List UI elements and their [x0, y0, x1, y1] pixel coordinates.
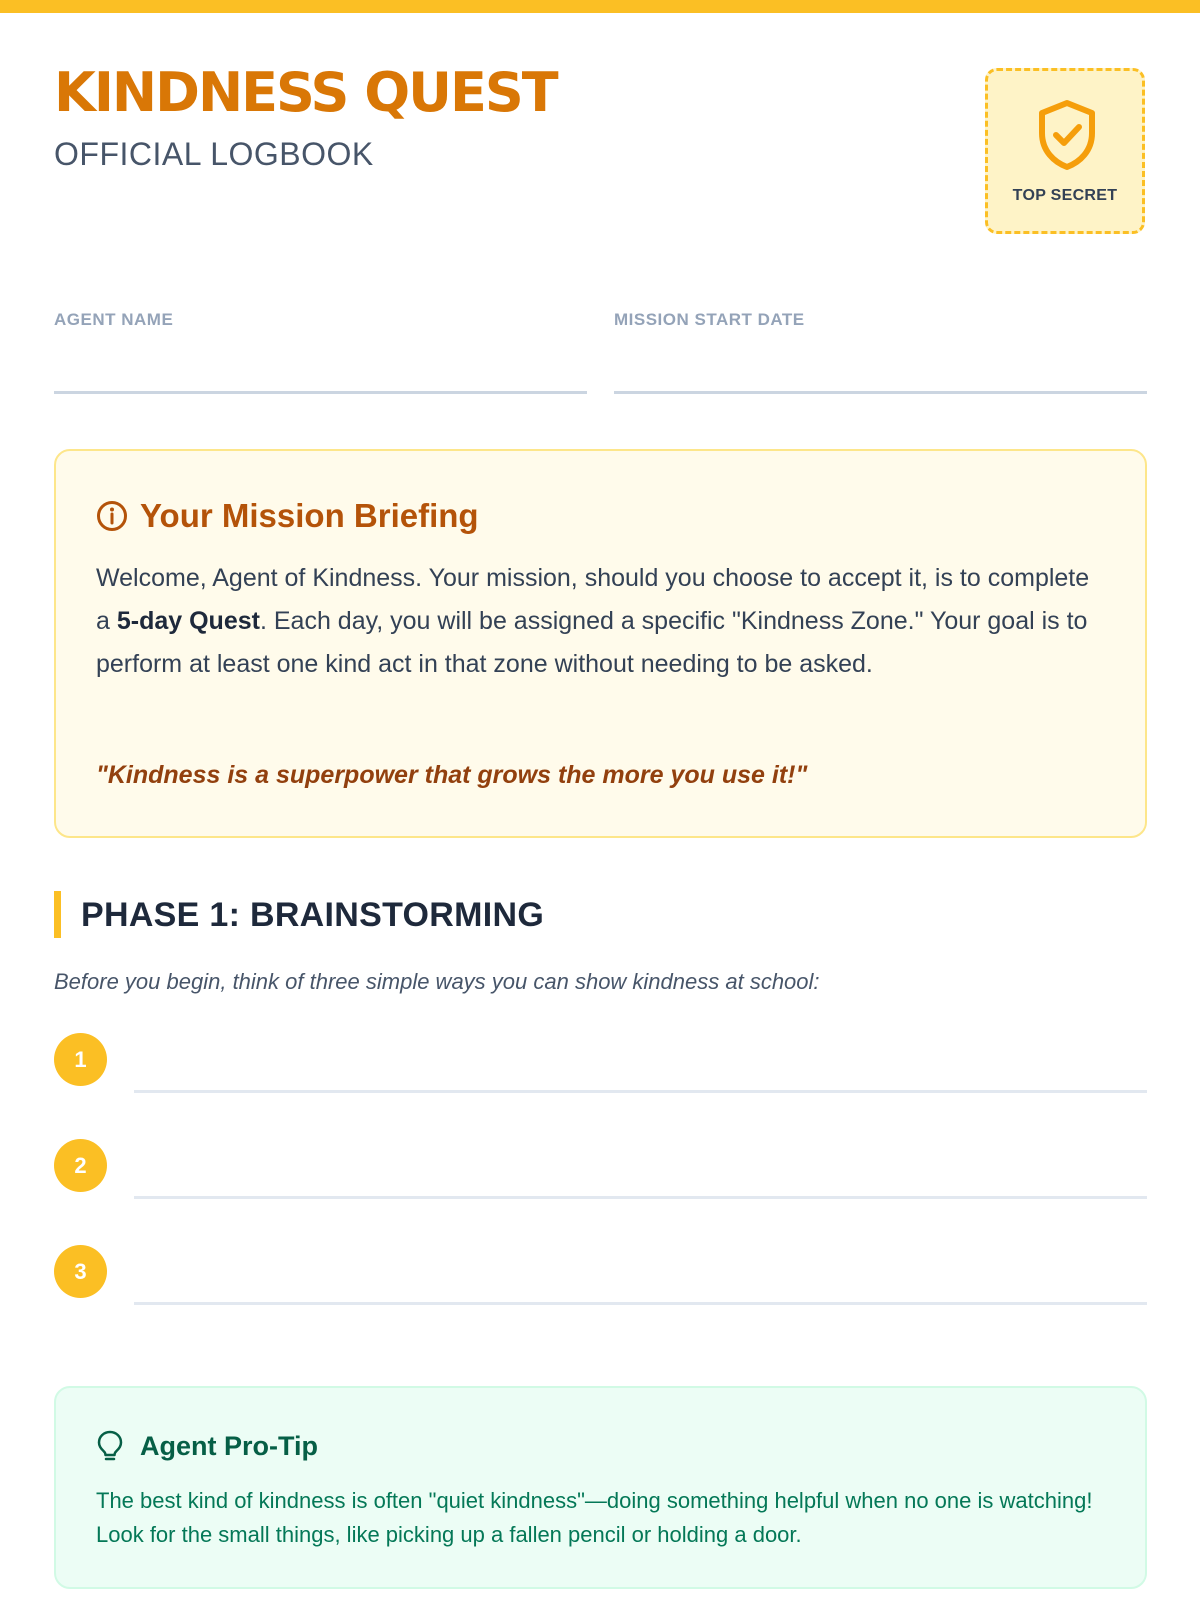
- brainstorm-answer-line[interactable]: [134, 1196, 1147, 1199]
- list-number-badge: 3: [54, 1245, 107, 1298]
- briefing-heading: [96, 497, 479, 535]
- top-secret-badge: [985, 68, 1145, 234]
- phase-accent-bar: [54, 891, 61, 938]
- briefing-text-emphasis: 5-day Quest: [116, 607, 260, 635]
- phase-title: PHASE 1: BRAINSTORMING: [81, 896, 545, 934]
- briefing-text-start: Welcome, Agent of Kindness. Your mission, should you choose to accept it, is to complete a: [96, 564, 1090, 635]
- brainstorm-answer-line[interactable]: [134, 1302, 1147, 1305]
- agent-name-field[interactable]: [54, 391, 587, 394]
- info-icon: [96, 500, 128, 532]
- page-subtitle: OFFICIAL LOGBOOK: [54, 136, 374, 172]
- briefing-text: [96, 557, 1096, 686]
- page-title: KINDNESS QUEST: [54, 61, 557, 124]
- top-accent-bar: [0, 0, 1200, 13]
- lightbulb-icon: [96, 1430, 124, 1462]
- shield-check-icon: [1036, 99, 1098, 171]
- briefing-quote: "Kindness is a superpower that grows the more you use it!": [96, 761, 808, 789]
- tip-text: The best kind of kindness is often "quiet kindness"—doing something helpful when no one is watching! Look for the small things, like picking up a fallen pencil or holding a door.: [96, 1488, 1093, 1547]
- mission-start-date-label: MISSION START DATE: [614, 310, 805, 329]
- briefing-title: Your Mission Briefing: [140, 497, 479, 534]
- badge-label: TOP SECRET: [1012, 187, 1118, 204]
- list-number-badge: 2: [54, 1139, 107, 1192]
- mission-start-date-field[interactable]: [614, 391, 1147, 394]
- briefing-text-end: . Each day, you will be assigned a specific "Kindness Zone." Your goal is to perform at least one kind act in that zone without needing to be asked.: [96, 607, 1088, 678]
- agent-name-label: AGENT NAME: [54, 310, 174, 329]
- brainstorm-answer-line[interactable]: [134, 1090, 1147, 1093]
- list-number-badge: 1: [54, 1033, 107, 1086]
- phase-instructions: Before you begin, think of three simple ways you can show kindness at school:: [54, 969, 820, 994]
- tip-title: Agent Pro-Tip: [140, 1430, 318, 1461]
- mission-briefing-box: [54, 449, 1147, 838]
- tip-heading: [96, 1430, 318, 1462]
- pro-tip-box: [54, 1386, 1147, 1589]
